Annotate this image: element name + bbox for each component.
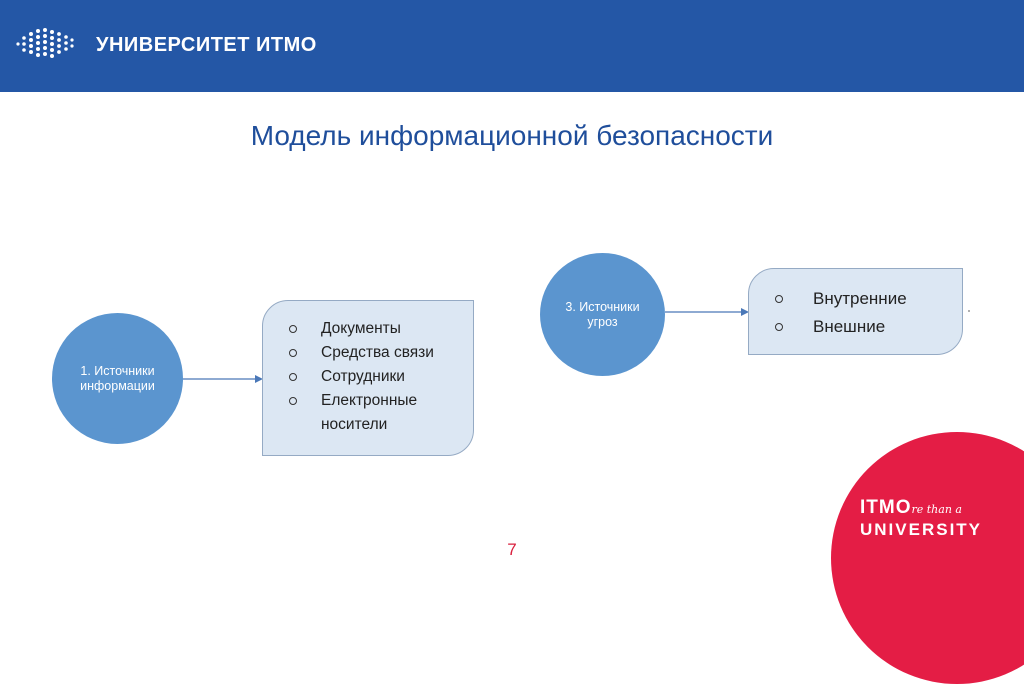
list-item: Внутренние xyxy=(775,285,962,313)
logo-text: УНИВЕРСИТЕТ ИТМО xyxy=(96,34,317,56)
circle-bullet-icon xyxy=(775,323,783,331)
arrow-connector xyxy=(665,306,749,318)
node-threat-sources xyxy=(540,253,665,376)
threat-sources-list xyxy=(775,285,962,341)
info-sources-list xyxy=(289,317,473,437)
circle-bullet-icon xyxy=(775,295,783,303)
list-item: Внешние xyxy=(775,313,962,341)
brand-logo xyxy=(860,497,982,540)
circle-bullet-icon xyxy=(289,397,297,405)
node-information-sources xyxy=(52,313,183,444)
info-sources-box xyxy=(262,300,474,456)
circle-bullet-icon xyxy=(289,349,297,357)
brand-circle xyxy=(831,432,1024,684)
threat-sources-box xyxy=(748,268,963,355)
brand-university: UNIVERSITY xyxy=(860,520,983,539)
circle-bullet-icon xyxy=(289,373,297,381)
list-item: Документы xyxy=(289,317,473,341)
page-number: 7 xyxy=(507,540,517,559)
node-label: 3. Источники угроз xyxy=(565,299,640,329)
list-item: Електронные носители xyxy=(289,389,473,437)
header-bar xyxy=(0,0,1024,92)
arrow-connector xyxy=(183,373,263,385)
brand-tagline: re than a xyxy=(911,503,962,516)
list-item: Сотрудники xyxy=(289,365,473,389)
itmo-logo-icon xyxy=(14,26,78,62)
brand-itmo: ITMO xyxy=(860,497,912,518)
slide-title: Модель информационной безопасности xyxy=(250,120,774,151)
list-item: Средства связи xyxy=(289,341,473,365)
circle-bullet-icon xyxy=(289,325,297,333)
decorative-dot xyxy=(968,310,970,312)
node-label: 1. Источники информации xyxy=(80,363,155,393)
